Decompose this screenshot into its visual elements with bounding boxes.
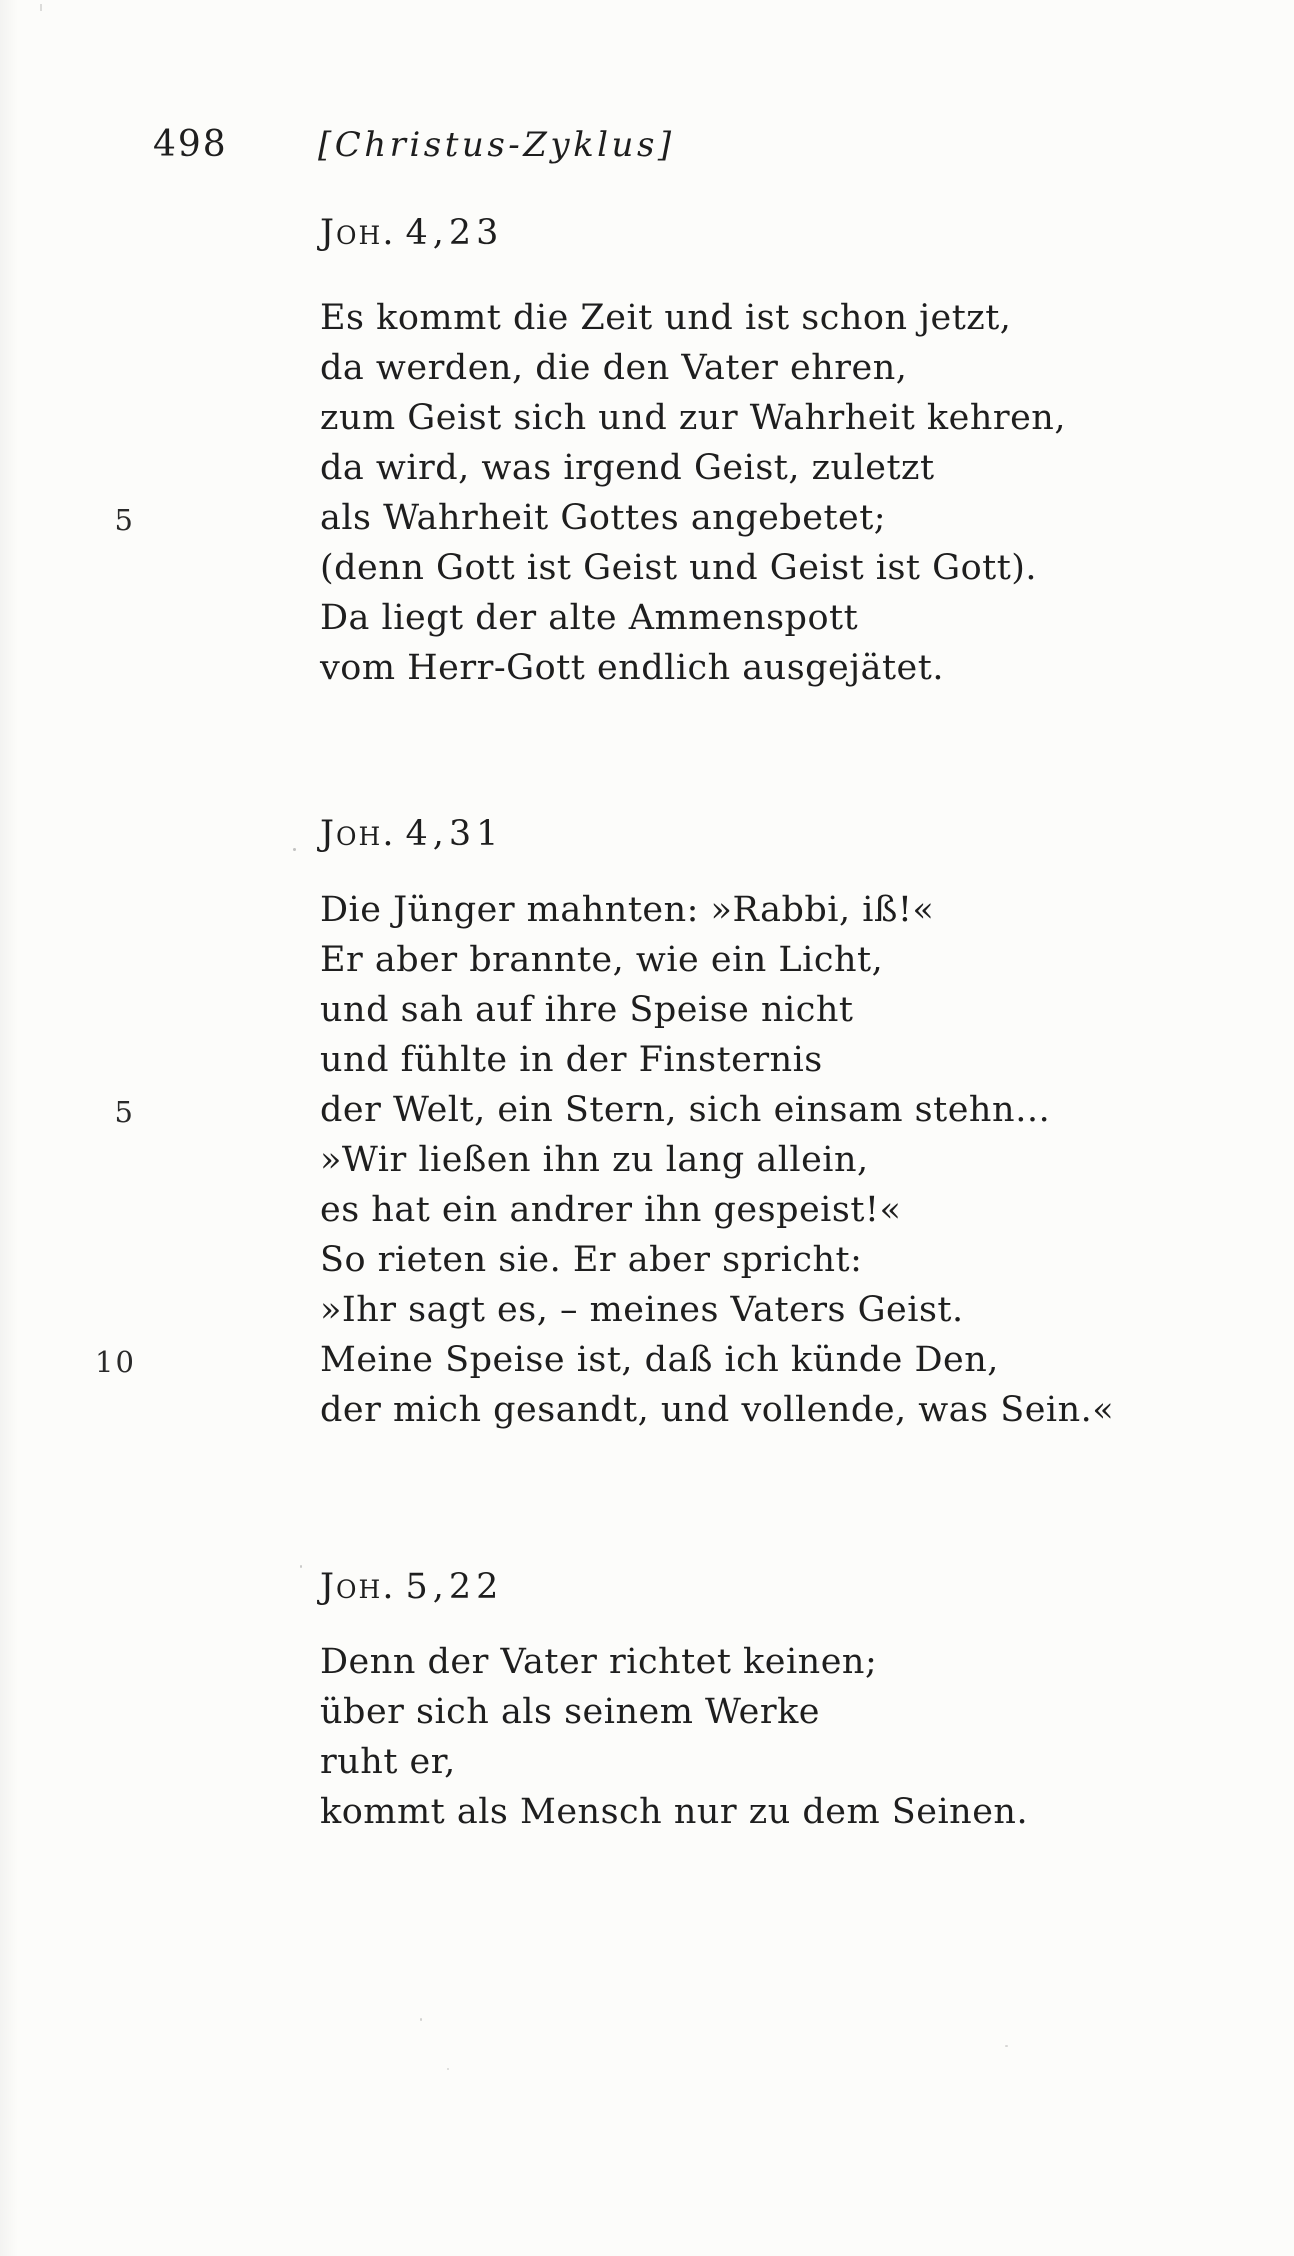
poem-line <box>114 1085 1114 1135</box>
poem-line <box>320 593 1066 643</box>
heading-verse: 4,23 <box>405 213 504 253</box>
poem-line <box>320 343 1066 393</box>
page-number: 498 <box>153 124 228 165</box>
line-text: Denn der Vater richtet keinen; <box>320 1642 878 1682</box>
poem-heading <box>320 208 503 258</box>
poem-heading <box>320 809 503 859</box>
poem-section <box>95 885 1115 1435</box>
line-text: vom Herr-Gott endlich ausgejätet. <box>320 648 944 688</box>
poem-line <box>320 393 1066 443</box>
line-text: über sich als seinem Werke <box>320 1692 821 1732</box>
heading-verse: 4,31 <box>405 814 504 854</box>
line-number: 10 <box>95 1345 136 1379</box>
line-number: 5 <box>114 1095 135 1129</box>
poem-line <box>320 543 1066 593</box>
poem-line <box>320 1737 1028 1787</box>
scan-speck <box>1005 2045 1008 2047</box>
poem-line <box>320 1787 1028 1837</box>
line-text: ruht er, <box>320 1742 456 1782</box>
line-text: Da liegt der alte Ammenspott <box>320 598 859 638</box>
line-text: und sah auf ihre Speise nicht <box>320 990 854 1030</box>
line-text: der mich gesandt, und vollende, was Sein.« <box>320 1390 1115 1430</box>
line-text: es hat ein andrer ihn gespeist!« <box>320 1190 902 1230</box>
poem-line <box>320 1235 1114 1285</box>
poem-line <box>320 293 1066 343</box>
heading-book: Joh. <box>320 1567 396 1607</box>
poem-line <box>320 935 1114 985</box>
poem-line <box>95 1335 1114 1385</box>
running-header <box>0 120 1294 170</box>
scan-speck <box>420 2018 422 2021</box>
line-text: Es kommt die Zeit und ist schon jetzt, <box>320 298 1012 338</box>
poem-line <box>320 1135 1114 1185</box>
scan-speck <box>447 2068 449 2070</box>
line-text: Die Jünger mahnten: »Rabbi, iß!« <box>320 890 935 930</box>
poem-line <box>114 493 1066 543</box>
line-text: da wird, was irgend Geist, zuletzt <box>320 448 935 488</box>
line-number: 5 <box>114 503 135 537</box>
poem-line <box>320 1637 1028 1687</box>
line-text: Meine Speise ist, daß ich künde Den, <box>320 1340 999 1380</box>
poem-line <box>320 1035 1114 1085</box>
line-text: als Wahrheit Gottes angebetet; <box>320 498 887 538</box>
scan-speck <box>40 4 42 11</box>
scan-speck <box>293 848 296 851</box>
line-text: »Wir ließen ihn zu lang allein, <box>320 1140 869 1180</box>
line-text: da werden, die den Vater ehren, <box>320 348 908 388</box>
running-title: [Christus-Zyklus] <box>318 125 675 165</box>
poem-line <box>320 1285 1114 1335</box>
line-text: »Ihr sagt es, – meines Vaters Geist. <box>320 1290 964 1330</box>
line-text: zum Geist sich und zur Wahrheit kehren, <box>320 398 1066 438</box>
line-text: Er aber brannte, wie ein Licht, <box>320 940 884 980</box>
poem-line <box>320 1687 1028 1737</box>
heading-book: Joh. <box>320 213 396 253</box>
poem-line <box>320 443 1066 493</box>
heading-book: Joh. <box>320 814 396 854</box>
heading-verse: 5,22 <box>405 1567 504 1607</box>
line-text: kommt als Mensch nur zu dem Seinen. <box>320 1792 1029 1832</box>
line-text: (denn Gott ist Geist und Geist ist Gott). <box>320 548 1038 588</box>
poem-line <box>320 643 1066 693</box>
scan-speck <box>300 1565 302 1568</box>
line-text: und fühlte in der Finsternis <box>320 1040 823 1080</box>
poem-line <box>320 985 1114 1035</box>
line-text: der Welt, ein Stern, sich einsam stehn… <box>320 1090 1051 1130</box>
poem-heading <box>320 1562 503 1612</box>
poem-line <box>320 1385 1114 1435</box>
poem-line <box>320 885 1114 935</box>
poem-section <box>320 1637 1028 1837</box>
line-text: So rieten sie. Er aber spricht: <box>320 1240 863 1280</box>
poem-line <box>320 1185 1114 1235</box>
poem-section <box>114 293 1066 693</box>
